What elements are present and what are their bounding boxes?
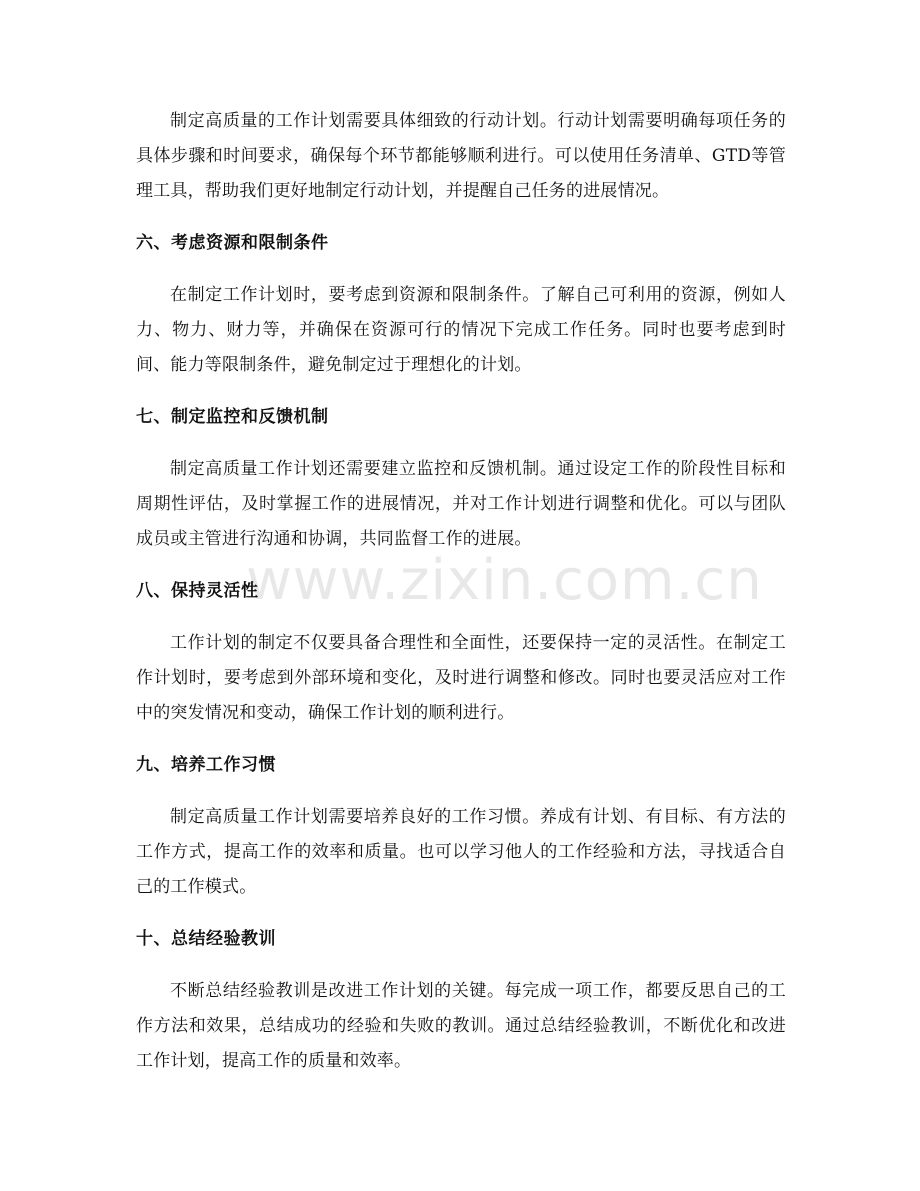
paragraph-section-8: 工作计划的制定不仅要具备合理性和全面性，还要保持一定的灵活性。在制定工作计划时，要考虑到外部环境和变化，及时进行调整和修改。同时也要灵活应对工作中的突发情况和变动，确保工作计划的顺利进行。 (136, 633, 786, 723)
paragraph-section-6: 在制定工作计划时，要考虑到资源和限制条件。了解自己可利用的资源，例如人力、物力、财力等，并确保在资源可行的情况下完成工作任务。同时也要考虑到时间、能力等限制条件，避免制定过于理想化的计划。 (136, 285, 786, 375)
heading-section-10: 十、总结经验教训 (136, 929, 276, 949)
paragraph-section-10: 不断总结经验教训是改进工作计划的关键。每完成一项工作，都要反思自己的工作方法和效果，总结成功的经验和失败的教训。通过总结经验教训，不断优化和改进工作计划，提高工作的质量和效率。 (136, 981, 786, 1071)
heading-section-8: 八、保持灵活性 (136, 581, 259, 601)
heading-section-7: 七、制定监控和反馈机制 (136, 407, 329, 427)
paragraph-section-7: 制定高质量工作计划还需要建立监控和反馈机制。通过设定工作的阶段性目标和周期性评估，及时掌握工作的进展情况，并对工作计划进行调整和优化。可以与团队成员或主管进行沟通和协调，共同监督工作的进展。 (136, 459, 786, 549)
paragraph-action-plan: 制定高质量的工作计划需要具体细致的行动计划。行动计划需要明确每项任务的具体步骤和时间要求，确保每个环节都能够顺利进行。可以使用任务清单、GTD等管理工具，帮助我们更好地制定行动计划，并提醒自己任务的进展情况。 (136, 111, 786, 201)
heading-section-6: 六、考虑资源和限制条件 (136, 233, 329, 253)
watermark-text: www.zixin.com.cn (246, 548, 763, 613)
heading-section-9: 九、培养工作习惯 (136, 755, 276, 775)
document-body (136, 104, 786, 1079)
paragraph-section-9: 制定高质量工作计划需要培养良好的工作习惯。养成有计划、有目标、有方法的工作方式，提高工作的效率和质量。也可以学习他人的工作经验和方法，寻找适合自己的工作模式。 (136, 807, 786, 897)
